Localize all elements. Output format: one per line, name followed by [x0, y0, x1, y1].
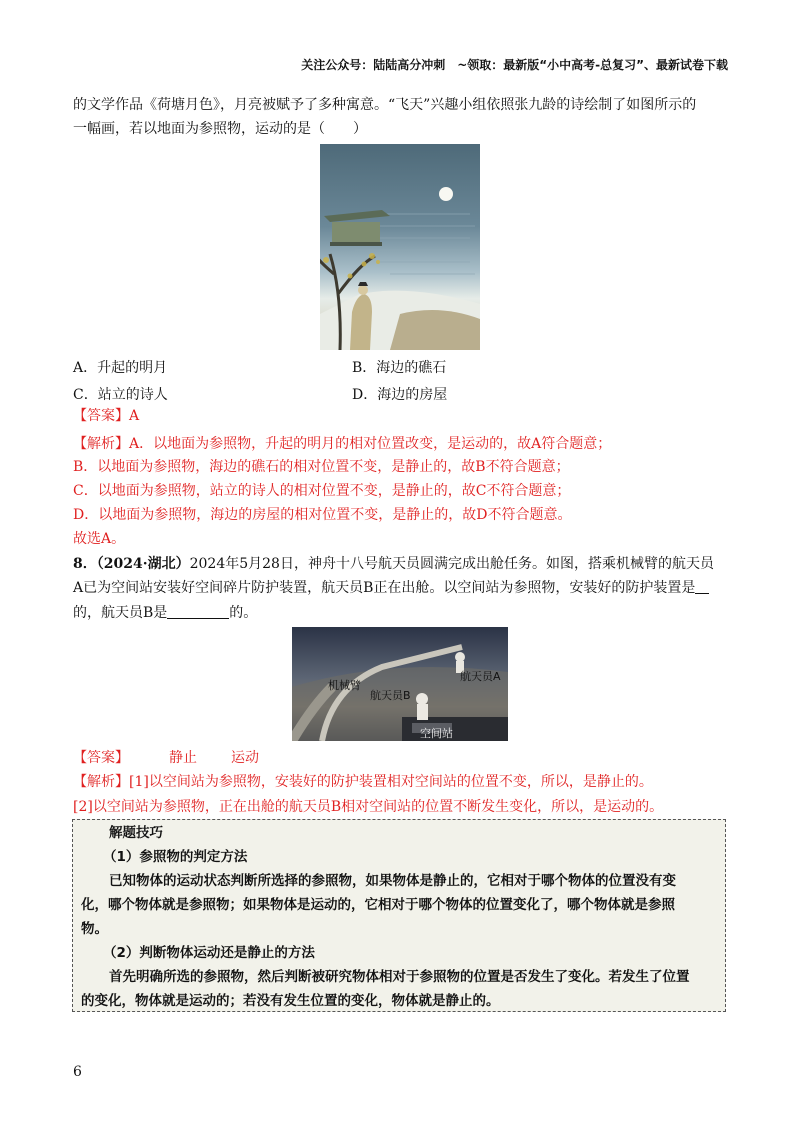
- q7-analysis-a: 【解析】A．以地面为参照物，升起的明月的相对位置改变，是运动的，故A符合题意；: [73, 436, 612, 452]
- q8-answer-1: 静止: [169, 750, 197, 766]
- spacewalk-photo-figure: [292, 627, 508, 741]
- q8-source: （2024·湖北）: [96, 556, 190, 572]
- q8-answer-2: 运动: [231, 750, 259, 766]
- q7-answer: 【答案】A: [73, 408, 140, 424]
- tips-p1-line3: 物。: [81, 921, 108, 937]
- tips-p2-line1: 首先明确所选的参照物，然后判断被研究物体相对于参照物的位置是否发生了变化。若发生了位置: [109, 969, 690, 985]
- label-robotic-arm: 机械臂: [328, 679, 361, 692]
- poem-painting-figure: [320, 144, 480, 350]
- tips-title: 解题技巧: [109, 825, 163, 841]
- tips-p1-line2: 化，哪个物体就是参照物；如果物体是运动的，它相对于哪个物体的位置变化了，哪个物体就是参照: [81, 897, 675, 913]
- q8-stem-line3: [73, 599, 729, 627]
- tips-box: [72, 819, 726, 1012]
- option-c: C．站立的诗人: [73, 387, 168, 403]
- q7-stem-line2: 一幅画，若以地面为参照物，运动的是（ ）: [73, 121, 367, 137]
- tips-subtitle-1: （1）参照物的判定方法: [103, 849, 248, 865]
- q8-answer-label: 【答案】: [73, 750, 129, 766]
- q8-analysis-2: [2]以空间站为参照物，正在出舱的航天员B相对空间站的位置不断发生变化，所以，是运动的。: [73, 799, 664, 815]
- tips-subtitle-2: （2）判断物体运动还是静止的方法: [103, 945, 315, 961]
- q8-stem-text3a: 的，航天员B是: [73, 605, 168, 621]
- page-header: 关注公众号：陆陆高分冲刺 ~领取：最新版“小中高考-总复习”、最新试卷下载: [301, 58, 728, 72]
- tips-p1-line1: 已知物体的运动状态判断所选择的参照物，如果物体是静止的，它相对于哪个物体的位置没有变: [109, 873, 676, 889]
- q7-stem-line1: 的文学作品《荷塘月色》，月亮被赋予了多种寓意。“飞天”兴趣小组依照张九龄的诗绘制了如图所示的: [73, 97, 697, 113]
- page-number: 6: [73, 1064, 82, 1080]
- q7-conclusion: 故选A。: [73, 531, 126, 547]
- q8-stem-text3b: 的。: [229, 605, 258, 621]
- q8-stem-text2: A已为空间站安装好空间碎片防护装置，航天员B正在出舱。以空间站为参照物，安装好的防护装置是: [73, 580, 696, 596]
- q8-analysis-1: 【解析】[1]以空间站为参照物，安装好的防护装置相对空间站的位置不变，所以，是静止的。: [73, 774, 653, 790]
- label-space-station: 空间站: [420, 727, 453, 740]
- q8-stem-line2: [73, 574, 729, 602]
- tips-p2-line2: 的变化，物体就是运动的；若没有发生位置的变化，物体就是静止的。: [81, 993, 500, 1009]
- q7-analysis-b: B．以地面为参照物，海边的礁石的相对位置不变，是静止的，故B不符合题意；: [73, 459, 570, 475]
- q7-analysis-c: C．以地面为参照物，站立的诗人的相对位置不变，是静止的，故C不符合题意；: [73, 483, 571, 499]
- label-astronaut-b: 航天员B: [370, 689, 411, 702]
- option-b: B．海边的礁石: [352, 360, 447, 376]
- q8-stem-text1: 2024年5月28日，神舟十八号航天员圆满完成出舱任务。如图，搭乘机械臂的航天员: [189, 556, 714, 572]
- q7-analysis-d: D．以地面为参照物，海边的房屋的相对位置不变，是静止的，故D不符合题意。: [73, 507, 572, 523]
- label-astronaut-a: 航天员A: [460, 670, 501, 683]
- option-d: D．海边的房屋: [352, 387, 448, 403]
- q8-blank-1: [695, 579, 709, 594]
- q8-number: 8．: [73, 556, 97, 572]
- q8-blank-2: [167, 604, 229, 619]
- option-a: A．升起的明月: [73, 360, 168, 376]
